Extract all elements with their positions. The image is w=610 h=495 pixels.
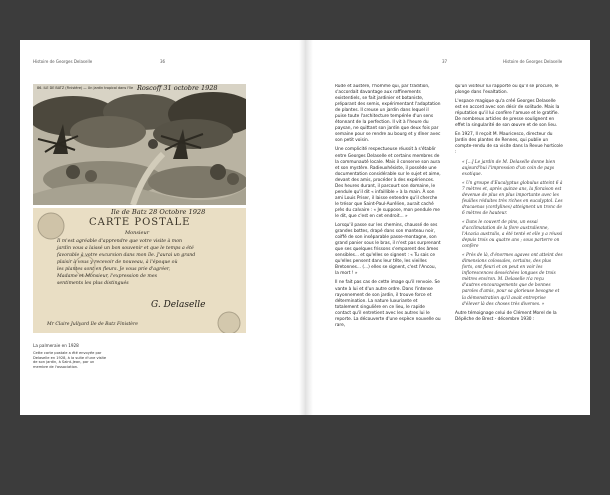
paragraph: Une complicité respectueuse réussit à s'établir entre Georges Delaselle et certains membres de la communauté locale. Mais il conserve son aura et son mystère. Radieuxhésiste, il possède une documentation considérable sur le sujet et aime, devant des amis, procéder à des expériences. Des heures durant, il parcourt son domaine, le pendule qu'il dit « infaillible » à la main. À son ami Louis Priser, il laisse entendre qu'il cherche le trésor que Saint-Paul-Aurélien, aurait caché près du calvaire : « Je suppose, mon pendule me le dit, que c'est en cet endroit... » <box>335 147 441 219</box>
postcard-back-handwritten <box>33 208 246 333</box>
paragraph: Il ne fait pas cas de cette image qu'il renvoie. Se vante à lui et d'un autre ordre. Dans l'intense rayonnement de son jardin, il trouve force et détermination. La nature luxuriante et totalement singulière en ce lieu, le rapide contact qu'il entretient avec les autres lui le reporte. La découverte d'une espèce nouvelle ou rare, <box>335 280 441 328</box>
page-number-left: 36 <box>160 59 166 64</box>
postcard-back-date: Ile de Batz 28 Octobre 1928 <box>111 208 206 216</box>
running-header-right: Histoire de Georges Delaselle <box>503 59 563 64</box>
quote-paragraph: « Près de là, d'énormes agaves ont atteint des dimensions colossales, certains, des plus forts, ont fleuri et on peut en voir les inflorescences desséchées longues de trois mètres environ. M. Delaselle n'a reçu d'autres encouragements que de bonnes paroles d'amis, pour sa glorieuse besogne et la démonstration qu'il avait entreprise d'élever là des choses très diverses. » <box>462 253 563 307</box>
paragraph: qu'un visiteur lui rapporte ou qu'il se procure, le plonge dans l'exaltation. <box>455 84 559 96</box>
handwritten-line: jardin vous a laissé un bon souvenir et que le temps a été <box>57 246 194 251</box>
figure-caption-title: La palmeraie en 1928 <box>33 343 79 348</box>
paragraph: Autre témoignage celui de Clément Morel de la Dépêche de Brest - décembre 1930 : <box>455 310 557 322</box>
handwritten-line: Il m'est agréable d'apprendre que votre visite à mon <box>57 239 183 244</box>
postcard-salutation: Monsieur <box>125 230 150 236</box>
paragraph: L'espace magique qu'a créé Georges Delaselle est en accord avec son désir de solitude. Mais la réputation qu'il lui confère l'amuse et le gratifie. De nombreux articles de presse soulignent en effet la singularité de son œuvre et de son lieu. <box>455 99 560 129</box>
handwritten-line: sentiments les plus distingués <box>57 281 129 286</box>
text-column-2 <box>455 84 563 384</box>
handwritten-line: plaisir à vous y recevoir de nouveau, à l'époque où <box>57 260 178 265</box>
right-page <box>305 40 590 415</box>
postcard-heading: CARTE POSTALE <box>89 217 191 228</box>
postcard-handwritten-body <box>57 238 239 287</box>
garden-photo-drawing <box>33 84 246 205</box>
figure-caption-text: Cette carte postale a été envoyée par Delaselle en 1928, à la suite d'une visite de son jardin, à Saint-Jean, par un membre de l'association. <box>33 351 107 369</box>
quote-paragraph: « Dans le couvert de pins, un essai d'acclimatation de la flore australienne, l'Acacia australis, a été tenté et elle y a réussi depuis trois ou quatre ans ; sous parterre on confère <box>462 219 563 250</box>
paragraph: Rude et austère, l'homme qui, par tradition, s'accordait davantage aux raffinements existentiels, se fait jardinier et botaniste, préparant des semis, expérimentant l'adaptation de plantes. Il creuse un jardin dans lequel il puise toute l'architecture tempérée d'un sens étonnant de la perfection. Il vit à l'heure du paysan, ne quittant son jardin que deux fois par semaine pour se rendre au bourg et y dîner avec son petit voisin. <box>335 84 441 144</box>
postmark-stamp-icon <box>38 213 64 239</box>
running-header-left: Histoire de Georges Delaselle <box>33 59 93 64</box>
text-column-1 <box>335 84 441 384</box>
paragraph: Lorsqu'il passe sur les chemins, chaussé de ses grandes bottes, drapé dans son manteau noir, coiffé de son inséparable passe-montagne, son grand panier sous le bras, il n'est pas surprenant que ses quelques frissons s'emparent des âmes sensibles... et qu'elles se signent : « Tu sais ce qu'elles pensent dans leur tête, les vieilles Bretonnes... (...) elles se signent, c'est l'Ancou, la mort ! » <box>335 223 441 277</box>
paragraph: En 1927, Il reçoit M. Mauricesco, directeur du Jardin des plantes de Rennes, qui publie un compte-rendu de sa visite dans la Revue horticole : <box>455 132 563 156</box>
stamp-icon <box>218 312 240 333</box>
handwritten-line: favorable à votre excursion dans mon île. J'aurai un grand <box>57 253 196 258</box>
postcard-signature: G. Delaselle <box>151 300 206 310</box>
postcard-handwritten-date: Roscoff 31 octobre 1928 <box>137 84 218 92</box>
page-number-right: 37 <box>442 59 448 64</box>
quote-paragraph: « Un groupe d'Eucalyptus globulus atteint 6 à 7 mètres et, après quinze ans, la floraison est devenue de plus en plus importante avec les feuilles réduites très riches en eucalyptol. Les dracaenas (cordylines) atteignent un tronc de 6 mètres de hauteur. <box>462 180 563 216</box>
postcard-printed-caption: 86. ILE DE BATZ (Finistère) — Un Jardin tropical dans l'île <box>37 86 134 90</box>
handwritten-line: les plantes sont en fleurs. Je vous prie d'agréer, <box>57 267 171 272</box>
handwritten-line: Madame et Monsieur, l'expression de mes <box>57 274 158 279</box>
postcard-address: Mr Claire Jullyard Ile de Batz Finistère <box>47 322 138 327</box>
postcard-photo-garden <box>33 84 246 205</box>
quote-paragraph: « [...] Le jardin de M. Delaselle donne bien aujourd'hui l'impression d'un coin de pays exotique. <box>462 159 556 177</box>
